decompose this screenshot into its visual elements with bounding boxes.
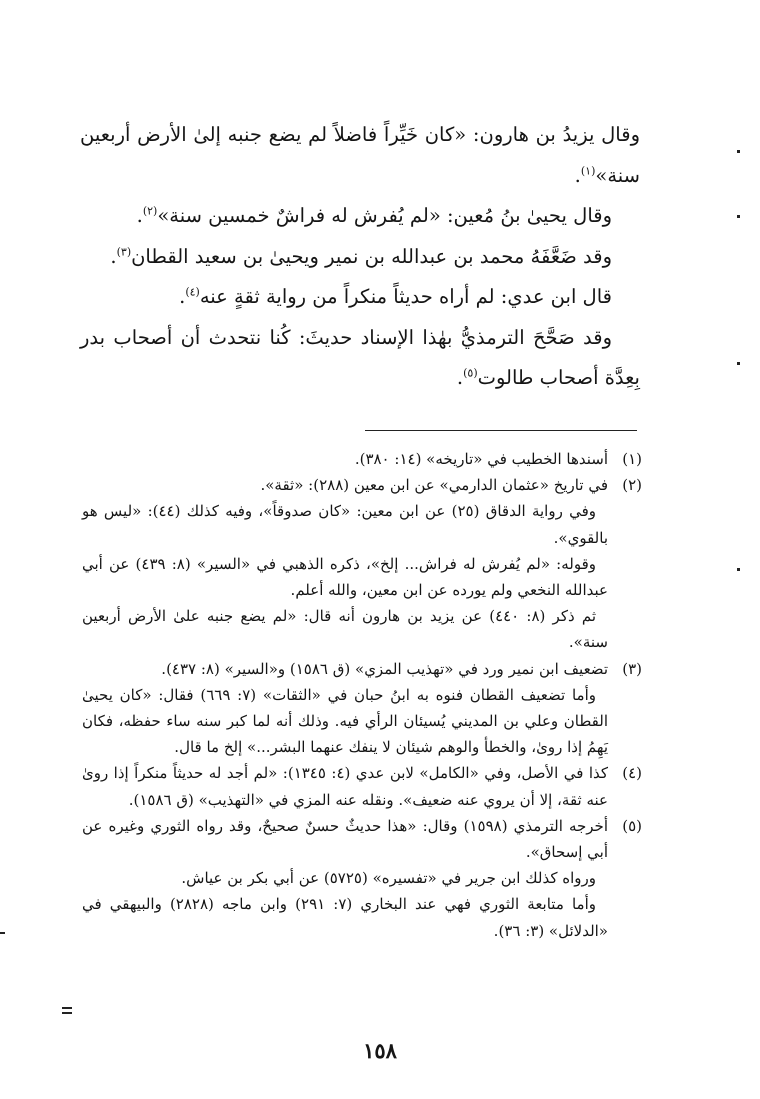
footnote-number: (١) [622,450,642,468]
footnote-item [82,760,642,812]
scan-speck [737,215,740,218]
footnote-text: كذا في الأصل، وفي «الكامل» لابن عدي (٤: ١٣٤٥): «لم أجد له حديثاً منكراً إذا روىٰ عنه ثقة، إلا أن يروي عنه ضعيف». ونقله عنه المزي في «التهذيب» (ق ١٥٨٦). [82,764,609,809]
footnote-text: تضعيف ابن نمير ورد في «تهذيب المزي» (ق ١٥٨٦) و«السير» (٨: ٤٣٧). [161,659,608,678]
scan-speck [737,150,740,153]
scan-speck [62,1012,72,1014]
footnote-text: ثم ذكر (٨: ٤٤٠) عن يزيد بن هارون أنه قال: «لم يضع جنبه علىٰ الأرض أربعين سنة». [82,607,608,652]
footnote-number: (٢) [622,476,642,495]
footnote-item [82,813,642,944]
footnote-number: (٥) [622,816,642,835]
page-number: ١٥٨ [363,1038,397,1063]
paragraph-text: وقال يحيىٰ بنُ مُعين: «لم يُفرش له فراشٌ خمسين سنة» [157,204,612,227]
main-paragraph: وقال يزيدُ بن هارون: «كان خَيِّراً فاضلاً لم يضع جنبه إلىٰ الأرض أربعين سنة»$^{(١)}$. [80,123,640,187]
main-paragraph: وقال يحيىٰ بنُ مُعين: «لم يُفرش له فراشٌ خمسين سنة»$^{(٢)}$. [136,204,612,227]
footnote-text: في تاريخ «عثمان الدارمي» عن ابن معين (٢٨٨): «ثقة». [260,476,608,495]
footnote-ref: (٥) [463,366,478,380]
footnote-ref: (١) [580,164,596,177]
footnote-text: وأما تضعيف القطان فنوه به ابنُ حبان في «الثقات» (٧: ٦٦٩) فقال: «كان يحيىٰ القطان وعلي بن المديني يُسيئان الرأي فيه. وذلك أنه لما كبر سنه ساء حفظه، فكان يَهِمُ إذا روىٰ، والخطأ والوهم شيئان لا ينفك عنهما البشر...» إلخ ما قال. [82,685,608,757]
scan-speck [737,568,740,571]
footnote-text: أخرجه الترمذي (١٥٩٨) وقال: «هذا حديثٌ حسنٌ صحيحٌ، وقد رواه الثوري وغيره عن أبي إسحاق». [82,816,609,862]
footnote-item [82,472,642,655]
footnotes [82,446,642,944]
paragraph-text: وقد ضَعَّفَهُ محمد بن عبدالله بن نمير ويحيىٰ بن سعيد القطان [131,244,612,268]
main-paragraph: قال ابن عدي: لم أراه حديثاً منكراً من رواية ثقةٍ عنه$^{(٤)}$. [179,285,612,308]
footnote-text: وأما متابعة الثوري فهي عند البخاري (٧: ٢٩١) وابن ماجه (٢٨٢٨) والبيهقي في «الدلائل» (٣: ٣٦). [82,895,608,940]
footnote-text: ورواه كذلك ابن جرير في «تفسيره» (٥٧٢٥) عن أبي بكر بن عياش. [181,869,596,888]
scan-speck [737,362,740,365]
footnote-text: وفي رواية الدقاق (٢٥) عن ابن معين: «كان صدوقاً»، وفيه كذلك (٤٤): «ليس هو بالقوي». [82,502,608,547]
main-paragraph: وقد صَحَّحَ الترمذيُّ بهٰذا الإسناد حديثَ: كُنا نتحدث أن أصحاب بدر بِعِدَّة أصحاب طالوت$^{(٥)}$. [80,325,640,389]
footnote-number: (٣) [622,659,642,678]
paragraph-text: وقد صَحَّحَ الترمذيُّ بهٰذا الإسناد حديثَ: كُنا نتحدث أن أصحاب بدر بِعِدَّة أصحاب طالوت [80,325,640,389]
footnote-item [82,446,642,472]
footnote-item [82,656,642,761]
footnote-text: وقوله: «لم يُفرش له فراش... إلخ»، ذكره الذهبي في «السير» (٨: ٤٣٩) عن أبي عبدالله النخعي ولم يورده عن ابن معين، والله أعلم. [82,554,608,600]
paragraph-text: وقال يزيدُ بن هارون: «كان خَيِّراً فاضلاً لم يضع جنبه إلىٰ الأرض أربعين سنة» [80,123,640,187]
footnote-text: أسندها الخطيب في «تاريخه» (١٤: ٣٨٠). [354,450,608,468]
main-paragraph: وقد ضَعَّفَهُ محمد بن عبدالله بن نمير ويحيىٰ بن سعيد القطان$^{(٣)}$. [110,244,612,268]
scan-speck [62,1007,72,1009]
paragraph-text: قال ابن عدي: لم أراه حديثاً منكراً من رواية ثقةٍ عنه [199,285,612,308]
main-text [80,115,640,399]
footnote-separator [365,430,637,431]
scan-speck [0,932,5,934]
footnote-ref: (٤) [185,285,200,299]
footnote-ref: (٢) [142,204,158,218]
footnote-number: (٤) [622,764,642,783]
footnote-ref: (٣) [116,245,132,258]
